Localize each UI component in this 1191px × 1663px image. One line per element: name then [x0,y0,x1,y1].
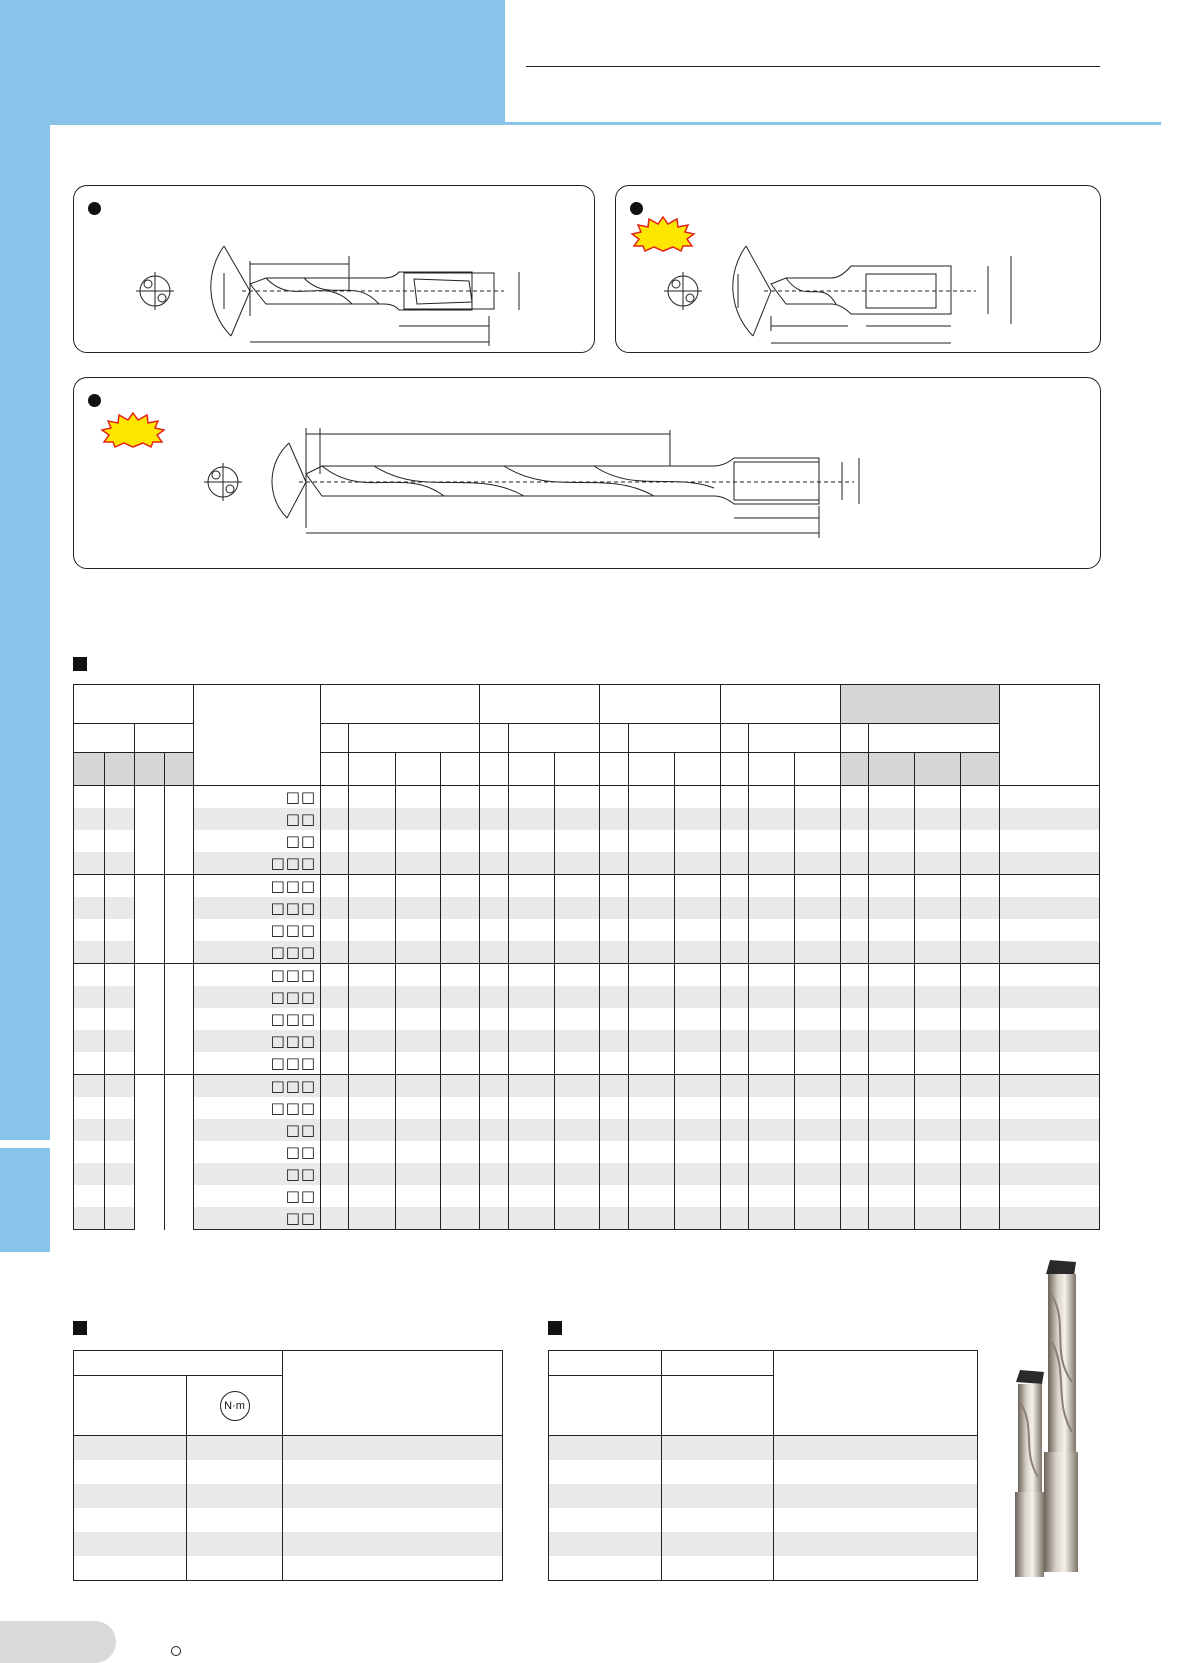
spec-row [74,919,1100,941]
table-row [74,1532,503,1556]
spec-row [74,1119,1100,1141]
table-row [549,1460,978,1484]
header-cell [480,685,600,724]
section-marker-torque [73,1321,87,1335]
drill-diagram-short [616,186,1102,354]
spec-row [74,1075,1100,1098]
table-row [549,1484,978,1508]
section-marker-spec [73,657,87,671]
model-code: □□□ [194,1052,321,1075]
model-code: □□□ [194,897,321,919]
spec-row [74,786,1100,809]
spec-row [74,1185,1100,1207]
spec-row [74,875,1100,898]
model-code: □□□ [194,1075,321,1098]
model-code: □□ [194,830,321,852]
table-row [74,1508,503,1532]
spec-row [74,1207,1100,1230]
model-code: □□□ [194,919,321,941]
spec-row [74,1097,1100,1119]
model-code: □□ [194,1141,321,1163]
model-code: □□ [194,1207,321,1230]
table-row [74,1460,503,1484]
table-row [549,1556,978,1581]
footer-marker [171,1646,181,1656]
table-row [549,1436,978,1461]
spec-row [74,1163,1100,1185]
page-number-tab [0,1621,116,1663]
header-cell [74,685,194,724]
spec-row [74,830,1100,852]
header-band [0,0,505,124]
diagram-panel-standard [73,185,595,353]
table-row [74,1484,503,1508]
torque-table [73,1350,503,1581]
spec-row [74,1052,1100,1075]
diagram-panel-long [73,377,1101,569]
section-marker-parts [548,1321,562,1335]
spec-row [74,964,1100,987]
spec-row [74,808,1100,830]
spec-row [74,986,1100,1008]
header-cell [321,685,480,724]
header-cell [999,685,1099,786]
torque-icon: N·m [220,1391,250,1421]
model-code: □□□ [194,1008,321,1030]
spec-table [73,684,1100,1230]
spec-row [74,852,1100,875]
drill-diagram-standard [74,186,596,354]
model-code: □□□ [194,941,321,964]
model-code: □□□ [194,875,321,898]
header-cell [720,685,840,724]
model-code: □□ [194,1163,321,1185]
model-code: □□□ [194,964,321,987]
table-row [74,1556,503,1581]
header-cell [600,685,720,724]
model-code: □□□ [194,852,321,875]
side-tab-lower [0,1148,50,1252]
spec-row [74,941,1100,964]
side-tab-upper [0,124,50,1140]
header-cell [840,685,999,724]
spec-row [74,1141,1100,1163]
table-row [549,1508,978,1532]
parts-table [548,1350,978,1581]
spec-row [74,897,1100,919]
model-code: □□ [194,786,321,809]
model-code: □□□ [194,986,321,1008]
spec-row [74,1008,1100,1030]
drill-diagram-long [74,378,1102,570]
header-underline [50,122,1161,125]
header-title-rule [526,66,1100,67]
model-code: □□□ [194,1030,321,1052]
model-code: □□□ [194,1097,321,1119]
header-cell [194,685,321,786]
drill-product-photo [1010,1252,1090,1582]
diagram-panel-short [615,185,1101,353]
model-code: □□ [194,1185,321,1207]
table-row [74,1436,503,1461]
model-code: □□ [194,1119,321,1141]
table-row [549,1532,978,1556]
spec-row [74,1030,1100,1052]
model-code: □□ [194,808,321,830]
